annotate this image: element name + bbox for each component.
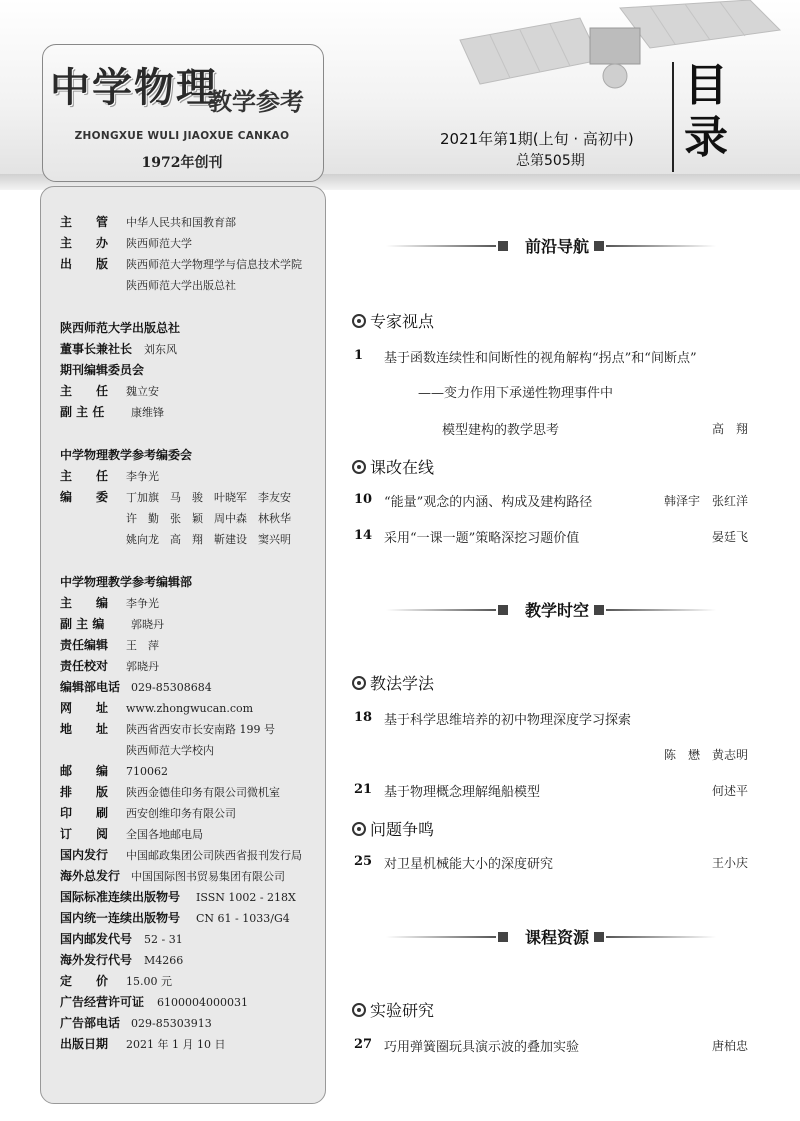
info-row [60,1013,212,1034]
info-row [60,761,168,782]
bullet-icon [352,1003,366,1017]
info-label: 编 委 [60,490,109,504]
info-value: 710062 [126,765,168,778]
info-value: CN 61 - 1033/G4 [196,912,290,925]
info-label: 广告经营许可证 [60,995,145,1009]
info-label: 责任校对 [60,659,109,673]
info-label: 国内邮发代号 [60,932,133,946]
info-label: 陕西师范大学出版总社 [60,321,181,335]
info-value: 郭晓丹 [126,660,159,673]
magazine-logo: 中学物理 [50,65,218,111]
info-row [60,318,180,338]
info-value: 中国国际图书贸易集团有限公司 [131,870,285,883]
info-label: 出 版 [60,257,109,271]
article-author: 陈 懋 黄志明 [663,748,748,762]
info-label: 国内发行 [60,848,109,862]
page-number: 25 [354,854,373,869]
info-value: 陕西省西安市长安南路 199 号 [126,723,275,736]
info-value: 中华人民共和国教育部 [126,216,236,229]
article-author: 何述平 [711,784,748,798]
magazine-pinyin: ZHONGXUE WULI JIAOXUE CANKAO [74,130,290,142]
info-row [60,614,164,635]
bullet-icon [352,822,366,836]
info-value: 陕西师范大学出版总社 [126,279,236,292]
article-title[interactable]: 基于物理概念理解绳船模型 [384,785,541,800]
info-label: 国际标准连续出版物号 [60,890,181,904]
info-value: 西安创维印务有限公司 [126,807,236,820]
info-row [60,740,214,761]
info-label: 董事长兼社长 [60,342,133,356]
article-author: 晏廷飞 [711,530,748,544]
section-title: 教学时空 [524,601,589,620]
info-row [60,971,172,992]
article-subtitle: ——变力作用下承递性物理事件中 [418,386,614,401]
info-label: 主 任 [60,469,109,483]
page-number: 1 [354,348,364,363]
section-teaching-space [386,598,716,622]
article-title[interactable]: 对卫星机械能大小的深度研究 [384,857,554,872]
info-value: 陕西师范大学 [126,237,192,250]
info-label: 排 版 [60,785,109,799]
info-row [60,508,291,529]
info-row [60,887,296,908]
info-label: 责任编辑 [60,638,109,652]
info-row [60,824,203,845]
info-value: 刘东风 [144,343,177,356]
info-value: 2021 年 1 月 10 日 [126,1038,226,1051]
info-row [60,845,302,866]
info-value: 陕西金德佳印务有限公司微机室 [126,786,280,799]
column-teaching-methods: 教法学法 [352,671,434,694]
info-label: 国内统一连续出版物号 [60,911,181,925]
info-label: 主 任 [60,384,109,398]
info-value: 52 - 31 [144,933,183,946]
info-row [60,1034,225,1055]
info-value: 丁加旗 马 骏 叶晓军 李友安 [126,491,291,504]
article-author: 韩泽宇 张红洋 [663,494,748,508]
article-author: 高 翔 [711,422,748,436]
info-value: 李争光 [126,470,159,483]
info-row [60,992,248,1013]
info-value: 中国邮政集团公司陕西省报刊发行局 [126,849,302,862]
page-number: 21 [354,782,373,797]
issue-number: 2021年第1期(上旬 · 高初中) [440,130,634,148]
info-label: 中学物理教学参考编委会 [60,448,193,462]
info-row [60,466,159,487]
info-row [60,782,280,803]
info-label: 地 址 [60,722,109,736]
info-label: 主 办 [60,236,109,250]
info-label: 印 刷 [60,806,109,820]
info-row [60,402,164,423]
section-curriculum-resources [386,925,716,949]
info-value: 6100004000031 [157,996,248,1009]
column-debate: 问题争鸣 [352,817,434,840]
column-curriculum-reform: 课改在线 [352,455,434,478]
info-label: 副 主 编 [60,617,105,631]
column-experiment-research: 实验研究 [352,998,434,1021]
info-value: 郭晓丹 [131,618,164,631]
section-title: 前沿导航 [524,237,589,256]
column-expert-view: 专家视点 [352,309,434,332]
info-row [60,381,159,402]
page-number: 10 [354,492,373,507]
section-frontier-navigation [386,234,716,258]
info-row [60,803,236,824]
info-row [60,360,144,380]
info-row [60,593,159,614]
article-author: 王小庆 [711,856,748,870]
info-label: 主 管 [60,215,109,229]
info-label: 出版日期 [60,1037,109,1051]
info-row [60,656,159,677]
info-label: 广告部电话 [60,1016,121,1030]
info-label: 期刊编辑委员会 [60,363,145,377]
info-value: 陕西师范大学物理学与信息技术学院 [126,258,302,271]
info-label: 订 阅 [60,827,109,841]
info-row [60,908,290,929]
satellite-icon [450,0,800,110]
info-row [60,866,285,887]
info-value: 029-85303913 [131,1017,212,1030]
info-row [60,339,177,360]
info-value: 姚向龙 高 翔 靳建设 窦兴明 [126,533,291,546]
info-value: 康维锋 [131,406,164,419]
info-label: 网 址 [60,701,109,715]
info-label: 邮 编 [60,764,109,778]
info-value: 029-85308684 [131,681,212,694]
magazine-logo-subtitle: 教学参考 [208,88,304,116]
info-row [60,254,302,275]
info-label: 定 价 [60,974,109,988]
info-row [60,572,192,592]
info-value: www.zhongwucan.com [126,702,254,715]
info-row [60,445,192,465]
info-value: 全国各地邮电局 [126,828,203,841]
info-value: 15.00 元 [126,975,172,988]
info-row [60,719,275,740]
article-title[interactable]: 采用“一课一题”策略深挖习题价值 [384,531,580,546]
info-label: 主 编 [60,596,109,610]
info-label: 副 主 任 [60,405,105,419]
info-value: 王 萍 [126,639,159,652]
bullet-icon [352,314,366,328]
info-value: 陕西师范大学校内 [126,744,214,757]
info-row [60,487,291,508]
info-row [60,529,291,550]
article-title[interactable]: 基于科学思维培养的初中物理深度学习探索 [384,713,632,728]
info-label: 中学物理教学参考编辑部 [60,575,193,589]
page-number: 14 [354,528,373,543]
page-number: 18 [354,710,373,725]
article-subtitle: 模型建构的教学思考 [442,423,560,438]
info-row [60,212,236,233]
page-number: 27 [354,1037,373,1052]
article-title[interactable]: 基于函数连续性和间断性的视角解构“拐点”和“间断点” [384,351,697,366]
total-issue-number: 总第505期 [516,153,585,169]
info-row [60,233,192,254]
info-value: 魏立安 [126,385,159,398]
info-value: 许 勤 张 颖 周中森 林秋华 [126,512,291,525]
bullet-icon [352,676,366,690]
info-label: 编辑部电话 [60,680,121,694]
info-row [60,698,253,719]
info-row [60,950,183,971]
info-label: 海外总发行 [60,869,121,883]
info-value: ISSN 1002 - 218X [196,891,296,904]
section-title: 课程资源 [524,928,589,947]
info-row [60,929,183,950]
info-row [60,635,159,656]
founded-year: 1972年创刊 [141,155,223,171]
info-label: 海外发行代号 [60,953,133,967]
article-title[interactable]: “能量”观念的内涵、构成及建构路径 [384,495,593,510]
info-value: M4266 [144,954,184,967]
info-row [60,677,212,698]
info-value: 李争光 [126,597,159,610]
article-title[interactable]: 巧用弹簧圈玩具演示波的叠加实验 [384,1040,580,1055]
info-row [60,275,236,296]
article-author: 唐柏忠 [711,1039,748,1053]
toc-divider [672,62,674,172]
bullet-icon [352,460,366,474]
toc-title: 目录 [684,60,728,163]
